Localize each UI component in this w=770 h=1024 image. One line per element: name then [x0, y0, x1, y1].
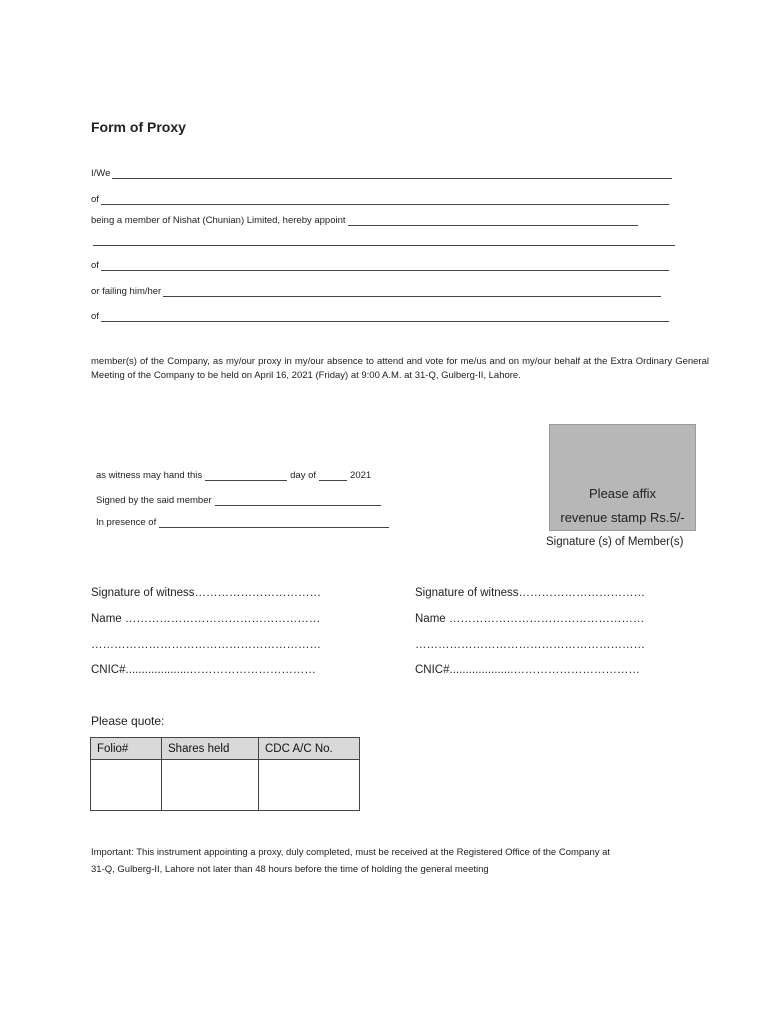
- signed-by-line: [96, 495, 384, 506]
- iwe-line: [91, 168, 672, 179]
- folio-header: Folio#: [91, 738, 162, 760]
- shares-held-header: Shares held: [162, 738, 259, 760]
- month-blank[interactable]: [319, 471, 347, 481]
- day-of-label: day of: [290, 470, 317, 481]
- witness-right-name: Name ……………………………………………: [415, 613, 645, 625]
- witness-right-blank: ……………………………………………………: [415, 639, 645, 651]
- of-blank-3[interactable]: [101, 312, 669, 322]
- important-line-2: 31-Q, Gulberg-II, Lahore not later than 48 hours before the time of holding the general meeting: [91, 864, 489, 875]
- of-label-3: of: [91, 311, 99, 322]
- witness-hand-line: [96, 470, 371, 481]
- of-blank-2[interactable]: [101, 261, 669, 271]
- failing-label: or failing him/her: [91, 286, 162, 297]
- appoint-blank[interactable]: [348, 216, 638, 226]
- appoint-line: [91, 215, 638, 226]
- appoint-line-2: [93, 236, 675, 246]
- shares-held-cell[interactable]: [162, 760, 259, 811]
- presence-blank[interactable]: [159, 518, 389, 528]
- signed-by-label: Signed by the said member: [96, 495, 212, 506]
- of-label-1: of: [91, 194, 99, 205]
- quote-table-header: [91, 738, 360, 760]
- quote-table-row: [91, 760, 360, 811]
- of-blank-1[interactable]: [101, 195, 669, 205]
- witness-left-blank: ……………………………………………………: [91, 639, 321, 651]
- signature-members-label: Signature (s) of Member(s): [546, 536, 684, 548]
- cdc-account-cell[interactable]: [259, 760, 360, 811]
- revenue-stamp-box: [549, 424, 696, 531]
- appoint-blank-2[interactable]: [93, 236, 675, 246]
- of-line-2: [91, 260, 669, 271]
- failing-line: [91, 286, 661, 297]
- cdc-account-header: CDC A/C No.: [259, 738, 360, 760]
- witness-left-signature: Signature of witness……………………………: [91, 587, 322, 599]
- presence-label: In presence of: [96, 517, 157, 528]
- stamp-line-1: Please affix: [589, 486, 656, 501]
- iwe-blank[interactable]: [112, 169, 672, 179]
- witness-right-cnic: CNIC#....................……………………………: [415, 664, 640, 676]
- of-line-3: [91, 311, 669, 322]
- of-line-1: [91, 194, 669, 205]
- failing-blank[interactable]: [163, 287, 661, 297]
- iwe-label: I/We: [91, 168, 111, 179]
- year-label: 2021: [350, 470, 372, 481]
- witness-left-cnic: CNIC#....................……………………………: [91, 664, 316, 676]
- of-label-2: of: [91, 260, 99, 271]
- signed-by-blank[interactable]: [215, 496, 381, 506]
- presence-line: [96, 517, 392, 528]
- please-quote-label: Please quote:: [91, 714, 165, 728]
- witness-right-signature: Signature of witness……………………………: [415, 587, 646, 599]
- form-title: Form of Proxy: [91, 119, 186, 135]
- folio-cell[interactable]: [91, 760, 162, 811]
- witness-left-name: Name ……………………………………………: [91, 613, 321, 625]
- witness-date-blank[interactable]: [205, 471, 287, 481]
- stamp-line-2: revenue stamp Rs.5/-: [560, 510, 685, 525]
- appoint-label: being a member of Nishat (Chunian) Limited, hereby appoint: [91, 215, 346, 226]
- quote-table: [90, 737, 360, 811]
- witness-hand-label: as witness may hand this: [96, 470, 203, 481]
- important-line-1: Important: This instrument appointing a proxy, duly completed, must be received at the Registered Office of the Company at: [91, 847, 611, 858]
- proxy-paragraph: member(s) of the Company, as my/our proxy in my/our absence to attend and vote for me/us and on my/our behalf at the Extra Ordinary General Meeting of the Company to be held on April 16, 2021 (Friday) at 9:00 A.M. at 31-Q, Gulberg-II, Lahore.: [91, 356, 709, 381]
